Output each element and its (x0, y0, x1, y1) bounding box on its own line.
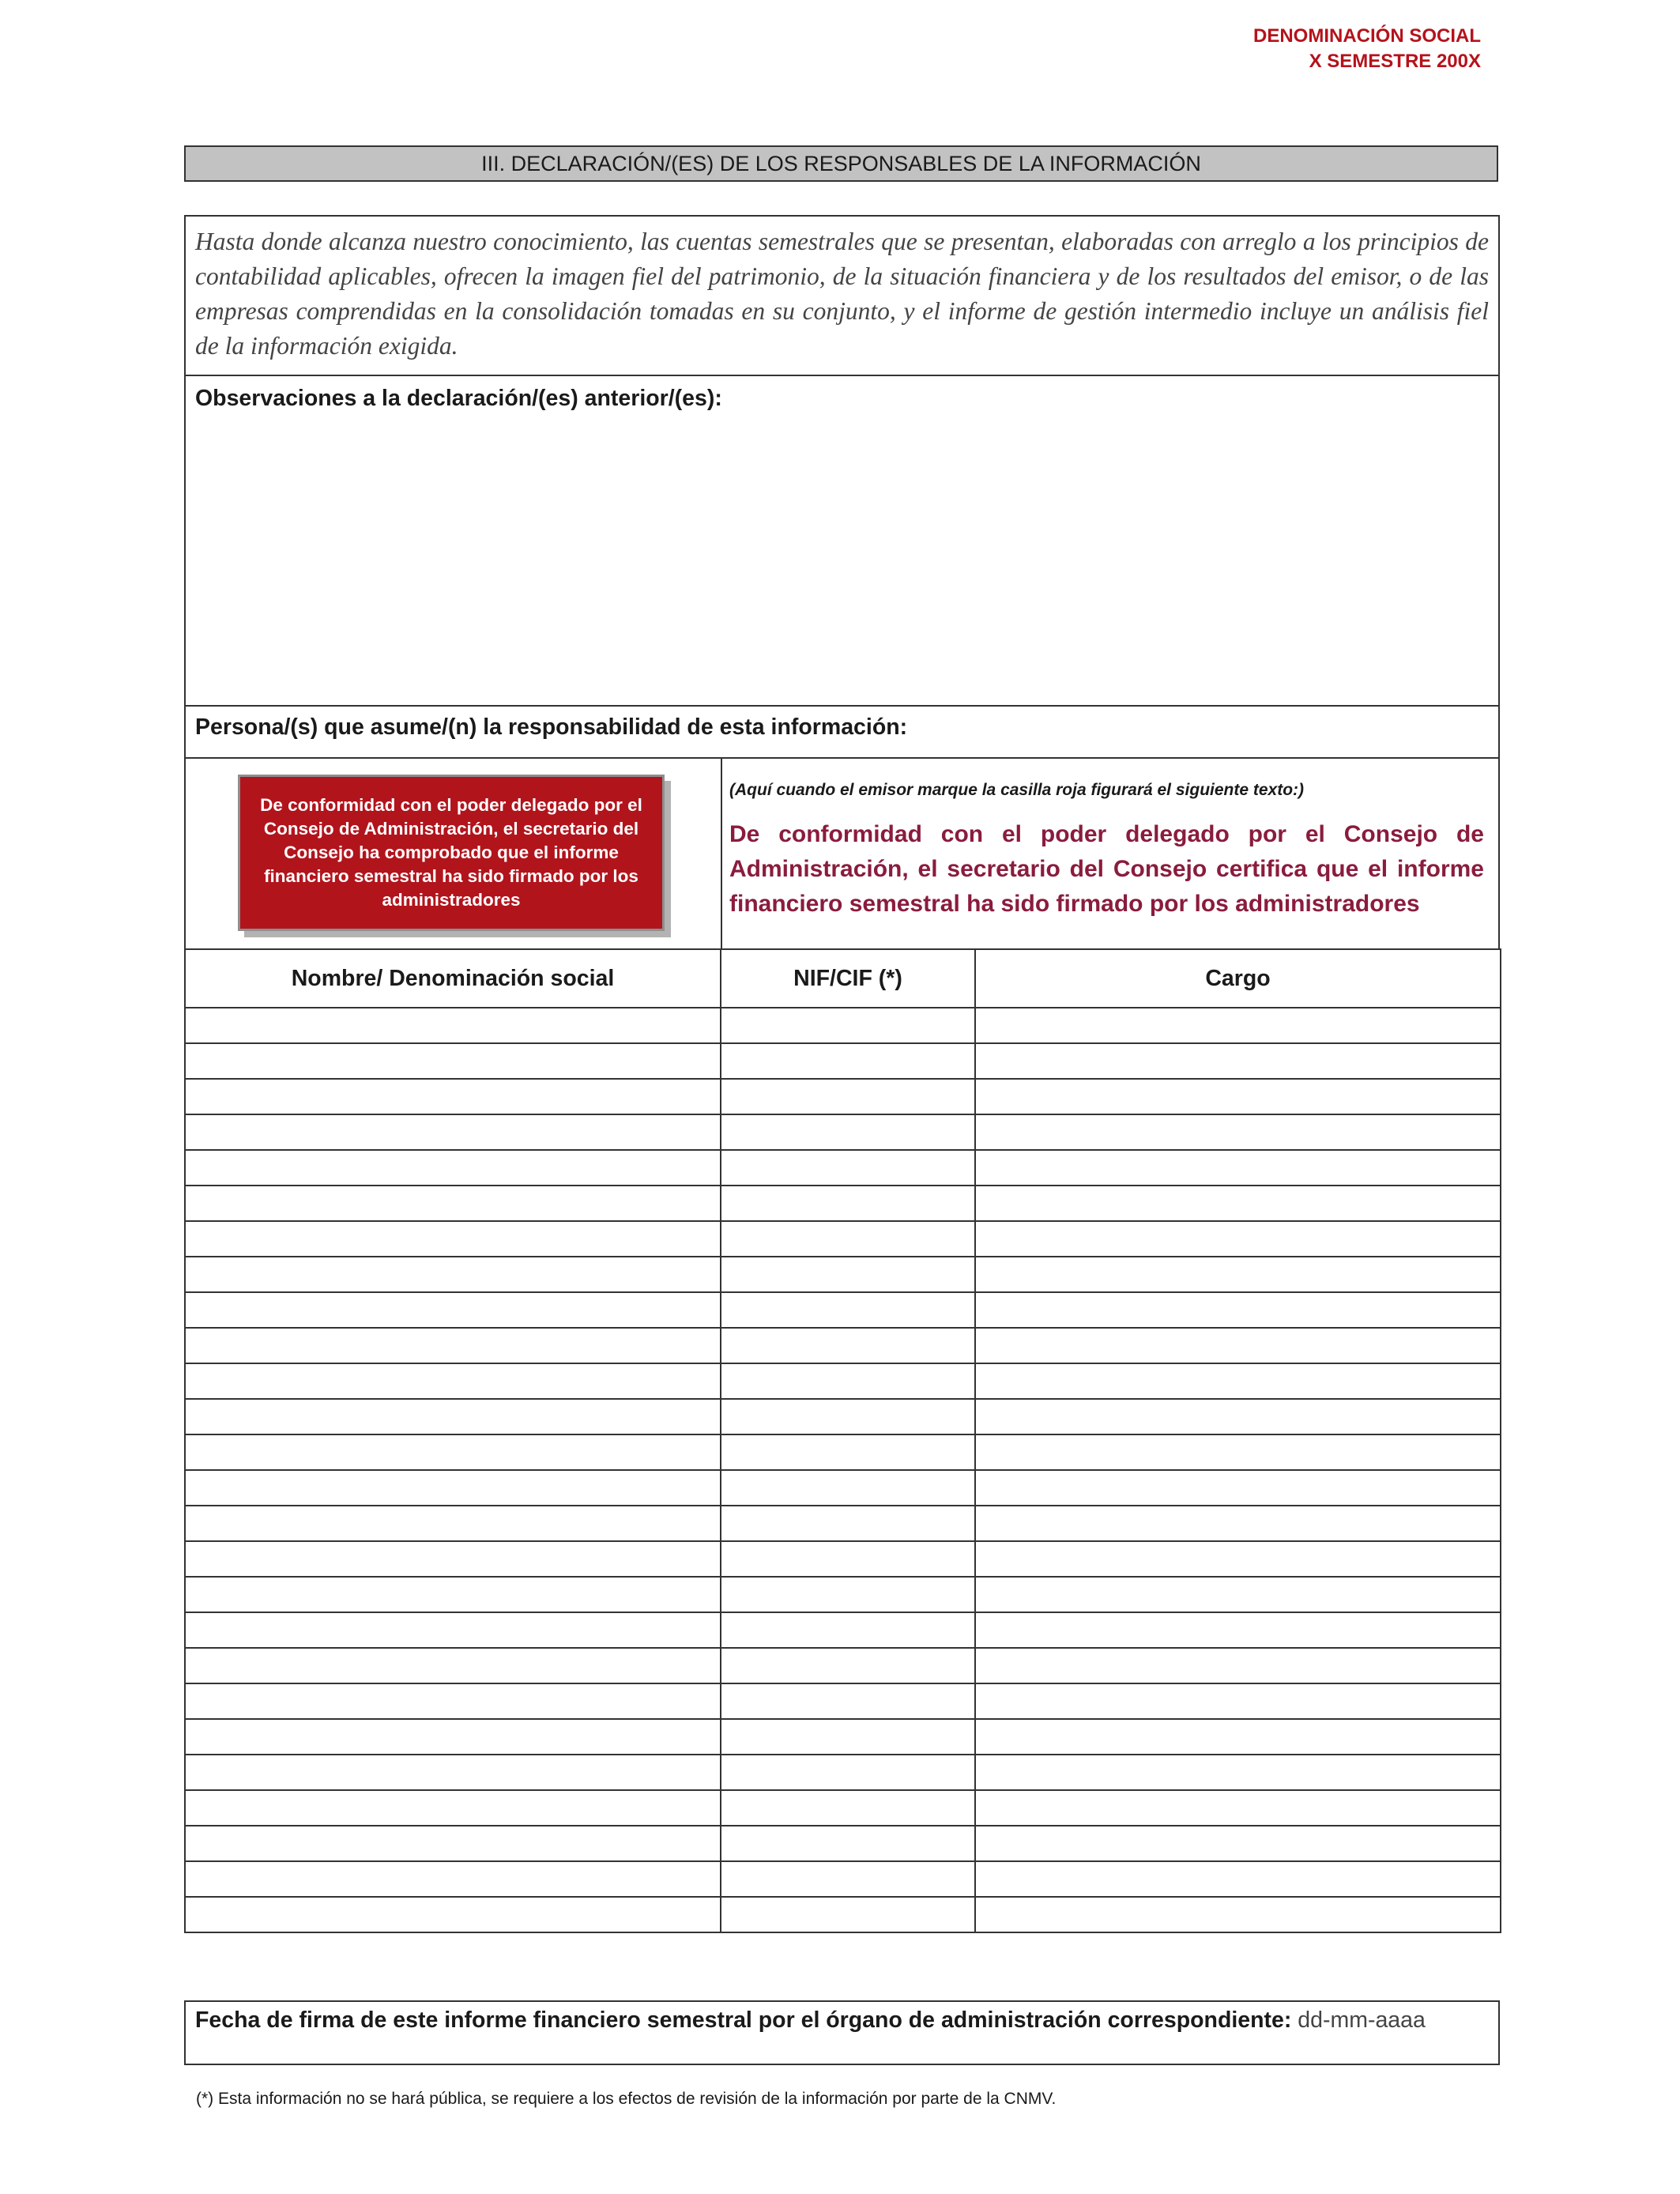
column-header-name: Nombre/ Denominación social (185, 949, 721, 1008)
period-label: X SEMESTRE 200X (1309, 51, 1481, 72)
cargo-cell[interactable] (975, 1577, 1501, 1612)
signature-date-box (184, 2000, 1500, 2065)
certification-button-label: De conformidad con el poder delegado por el Consejo de Administración, el secretario del Consejo ha comprobado que el informe financiero semestral ha sido firmado por los administradores (260, 795, 642, 910)
nif-cell[interactable] (721, 1079, 975, 1114)
nif-cell[interactable] (721, 1506, 975, 1541)
observations-box[interactable] (184, 375, 1500, 707)
table-row (185, 1043, 1501, 1079)
name-cell[interactable] (185, 1363, 721, 1399)
table-header-row (185, 949, 1501, 1008)
nif-cell[interactable] (721, 1292, 975, 1328)
name-cell[interactable] (185, 1150, 721, 1186)
cargo-cell[interactable] (975, 1719, 1501, 1755)
nif-cell[interactable] (721, 1541, 975, 1577)
cargo-cell[interactable] (975, 1826, 1501, 1861)
column-header-cargo: Cargo (975, 949, 1501, 1008)
cargo-cell[interactable] (975, 1897, 1501, 1932)
name-cell[interactable] (185, 1186, 721, 1221)
cargo-cell[interactable] (975, 1186, 1501, 1221)
divider (721, 759, 722, 948)
nif-cell[interactable] (721, 1612, 975, 1648)
nif-cell[interactable] (721, 1043, 975, 1079)
table-row (185, 1861, 1501, 1897)
name-cell[interactable] (185, 1434, 721, 1470)
nif-cell[interactable] (721, 1434, 975, 1470)
page-header (1253, 24, 1481, 74)
cargo-cell[interactable] (975, 1790, 1501, 1826)
name-cell[interactable] (185, 1612, 721, 1648)
nif-cell[interactable] (721, 1826, 975, 1861)
cargo-cell[interactable] (975, 1292, 1501, 1328)
cargo-cell[interactable] (975, 1399, 1501, 1434)
table-row (185, 1150, 1501, 1186)
table-row (185, 1363, 1501, 1399)
signature-date-label: Fecha de firma de este informe financiero semestral por el órgano de administración correspondiente: (195, 2007, 1292, 2033)
name-cell[interactable] (185, 1114, 721, 1150)
table-row (185, 1114, 1501, 1150)
table-row (185, 1755, 1501, 1790)
certification-section (184, 757, 1500, 950)
signature-date-field[interactable]: dd-mm-aaaa (1298, 2007, 1426, 2033)
nif-cell[interactable] (721, 1755, 975, 1790)
table-row (185, 1470, 1501, 1506)
company-name: DENOMINACIÓN SOCIAL (1253, 25, 1481, 47)
cargo-cell[interactable] (975, 1114, 1501, 1150)
nif-cell[interactable] (721, 1648, 975, 1683)
cargo-cell[interactable] (975, 1363, 1501, 1399)
cargo-cell[interactable] (975, 1648, 1501, 1683)
name-cell[interactable] (185, 1861, 721, 1897)
name-cell[interactable] (185, 1683, 721, 1719)
table-row (185, 1577, 1501, 1612)
table-row (185, 1221, 1501, 1257)
certification-text: De conformidad con el poder delegado por el Consejo de Administración, el secretario del Consejo certifica que el informe financiero semestral ha sido firmado por los administradores (729, 821, 1484, 917)
table-row (185, 1008, 1501, 1043)
name-cell[interactable] (185, 1897, 721, 1932)
cargo-cell[interactable] (975, 1755, 1501, 1790)
responsible-section (184, 705, 1500, 759)
table-row (185, 1292, 1501, 1328)
responsible-persons-table (184, 948, 1501, 1933)
nif-cell[interactable] (721, 1790, 975, 1826)
nif-cell[interactable] (721, 1186, 975, 1221)
cargo-cell[interactable] (975, 1470, 1501, 1506)
name-cell[interactable] (185, 1648, 721, 1683)
table-row (185, 1683, 1501, 1719)
certification-hint: (Aquí cuando el emisor marque la casilla roja figurará el siguiente texto:) (729, 781, 1305, 799)
cargo-cell[interactable] (975, 1506, 1501, 1541)
column-header-nif: NIF/CIF (*) (721, 949, 975, 1008)
cargo-cell[interactable] (975, 1541, 1501, 1577)
nif-cell[interactable] (721, 1897, 975, 1932)
cargo-cell[interactable] (975, 1221, 1501, 1257)
name-cell[interactable] (185, 1577, 721, 1612)
nif-cell[interactable] (721, 1399, 975, 1434)
name-cell[interactable] (185, 1790, 721, 1826)
table-row (185, 1257, 1501, 1292)
nif-cell[interactable] (721, 1257, 975, 1292)
table-row (185, 1079, 1501, 1114)
nif-cell[interactable] (721, 1328, 975, 1363)
name-cell[interactable] (185, 1328, 721, 1363)
cargo-cell[interactable] (975, 1434, 1501, 1470)
nif-cell[interactable] (721, 1470, 975, 1506)
name-cell[interactable] (185, 1755, 721, 1790)
name-cell[interactable] (185, 1506, 721, 1541)
footnote: (*) Esta información no se hará pública, se requiere a los efectos de revisión de la información por parte de la CNMV. (196, 2090, 1057, 2108)
section-title: III. DECLARACIÓN/(ES) DE LOS RESPONSABLES DE LA INFORMACIÓN (184, 145, 1498, 182)
name-cell[interactable] (185, 1079, 721, 1114)
table-row (185, 1719, 1501, 1755)
cargo-cell[interactable] (975, 1257, 1501, 1292)
name-cell[interactable] (185, 1470, 721, 1506)
cargo-cell[interactable] (975, 1612, 1501, 1648)
table-row (185, 1612, 1501, 1648)
cargo-cell[interactable] (975, 1150, 1501, 1186)
name-cell[interactable] (185, 1541, 721, 1577)
cargo-cell[interactable] (975, 1079, 1501, 1114)
cargo-cell[interactable] (975, 1043, 1501, 1079)
nif-cell[interactable] (721, 1114, 975, 1150)
name-cell[interactable] (185, 1257, 721, 1292)
certification-checkbox-button[interactable] (238, 775, 665, 931)
nif-cell[interactable] (721, 1221, 975, 1257)
name-cell[interactable] (185, 1008, 721, 1043)
table-row (185, 1897, 1501, 1932)
nif-cell[interactable] (721, 1577, 975, 1612)
responsible-label: Persona/(s) que asume/(n) la responsabilidad de esta información: (195, 714, 908, 740)
nif-cell[interactable] (721, 1683, 975, 1719)
nif-cell[interactable] (721, 1363, 975, 1399)
cargo-cell[interactable] (975, 1008, 1501, 1043)
table-row (185, 1790, 1501, 1826)
name-cell[interactable] (185, 1221, 721, 1257)
table-row (185, 1186, 1501, 1221)
declaration-text: Hasta donde alcanza nuestro conocimiento, las cuentas semestrales que se presentan, elaboradas con arreglo a los principios de contabilidad aplicables, ofrecen la imagen fiel del patrimonio, de la situación financiera y de los resultados del emisor, o de las empresas comprendidas en la consolidación tomadas en su conjunto, y el informe de gestión intermedio incluye un análisis fiel de la información exigida. (184, 215, 1500, 376)
name-cell[interactable] (185, 1719, 721, 1755)
name-cell[interactable] (185, 1292, 721, 1328)
table-row (185, 1399, 1501, 1434)
table-row (185, 1328, 1501, 1363)
name-cell[interactable] (185, 1399, 721, 1434)
table-row (185, 1541, 1501, 1577)
observations-label: Observaciones a la declaración/(es) anterior/(es): (195, 386, 722, 411)
table-row (185, 1648, 1501, 1683)
cargo-cell[interactable] (975, 1861, 1501, 1897)
nif-cell[interactable] (721, 1861, 975, 1897)
name-cell[interactable] (185, 1826, 721, 1861)
table-row (185, 1434, 1501, 1470)
table-row (185, 1506, 1501, 1541)
nif-cell[interactable] (721, 1719, 975, 1755)
name-cell[interactable] (185, 1043, 721, 1079)
table-row (185, 1826, 1501, 1861)
cargo-cell[interactable] (975, 1683, 1501, 1719)
nif-cell[interactable] (721, 1008, 975, 1043)
nif-cell[interactable] (721, 1150, 975, 1186)
cargo-cell[interactable] (975, 1328, 1501, 1363)
